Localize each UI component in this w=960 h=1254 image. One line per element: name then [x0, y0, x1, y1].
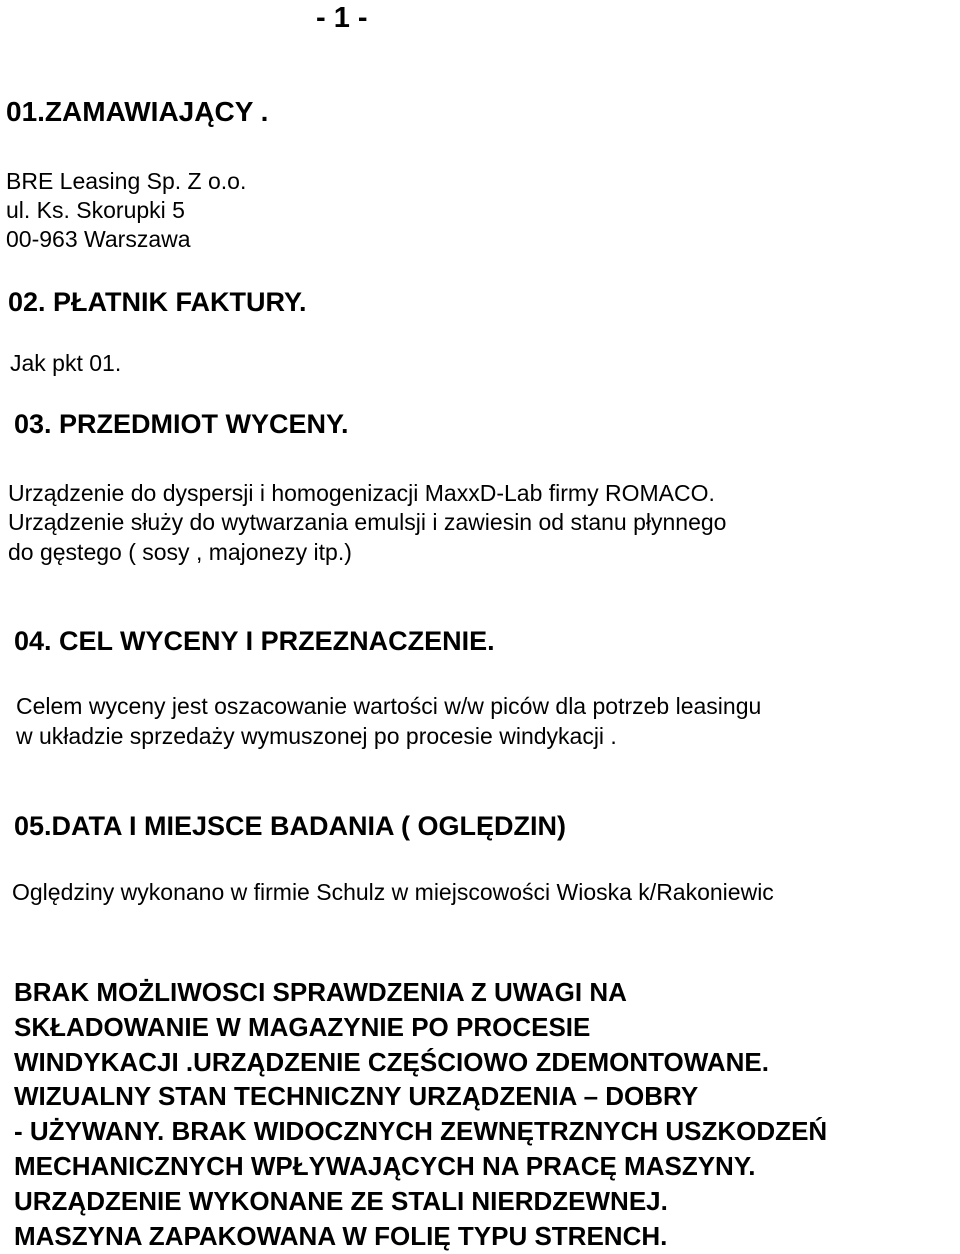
notice-line: URZĄDZENIE WYKONANE ZE STALI NIERDZEWNEJ. — [14, 1185, 668, 1216]
purpose-line-1: Celem wyceny jest oszacowanie wartości w/w piców dla potrzeb leasingu — [16, 693, 762, 719]
section-4-heading: 04. CEL WYCENY I PRZEZNACZENIE. — [14, 626, 495, 656]
orderer-street: ul. Ks. Skorupki 5 — [6, 197, 185, 223]
orderer-name: BRE Leasing Sp. Z o.o. — [6, 168, 247, 194]
purpose-line-2: w układzie sprzedaży wymuszonej po procesie windykacji . — [16, 723, 617, 749]
notice-line: WIZUALNY STAN TECHNICZNY URZĄDZENIA – DOBRY — [14, 1081, 699, 1112]
notice-line: WINDYKACJI .URZĄDZENIE CZĘŚCIOWO ZDEMONTOWANE. — [14, 1046, 769, 1077]
notice-line: MASZYNA ZAPAKOWANA W FOLIĘ TYPU STRENCH. — [14, 1220, 668, 1251]
inspection-text: Oględziny wykonano w firmie Schulz w miejscowości Wioska k/Rakoniewic — [12, 879, 774, 905]
section-3-heading: 03. PRZEDMIOT WYCENY. — [14, 409, 349, 439]
subject-line-2: Urządzenie służy do wytwarzania emulsji i zawiesin od stanu płynnego — [8, 509, 727, 535]
page-number: - 1 - — [316, 2, 368, 34]
payer-text: Jak pkt 01. — [10, 350, 122, 376]
section-5-heading: 05.DATA I MIEJSCE BADANIA ( OGLĘDZIN) — [14, 811, 567, 841]
orderer-city: 00-963 Warszawa — [6, 226, 191, 252]
notice-line: BRAK MOŻLIWOSCI SPRAWDZENIA Z UWAGI NA — [14, 977, 627, 1007]
notice-line: - UŻYWANY. BRAK WIDOCZNYCH ZEWNĘTRZNYCH USZKODZEŃ — [14, 1116, 828, 1147]
subject-line-1: Urządzenie do dyspersji i homogenizacji MaxxD-Lab firmy ROMACO. — [8, 480, 715, 506]
section-2-heading: 02. PŁATNIK FAKTURY. — [8, 287, 307, 317]
section-1-heading: 01.ZAMAWIAJĄCY . — [6, 96, 269, 127]
notice-line: MECHANICZNYCH WPŁYWAJĄCYCH NA PRACĘ MASZYNY. — [14, 1150, 756, 1181]
notice-line: SKŁADOWANIE W MAGAZYNIE PO PROCESIE — [14, 1011, 591, 1042]
subject-line-3: do gęstego ( sosy , majonezy itp.) — [8, 539, 352, 565]
condition-notice — [14, 975, 827, 1253]
